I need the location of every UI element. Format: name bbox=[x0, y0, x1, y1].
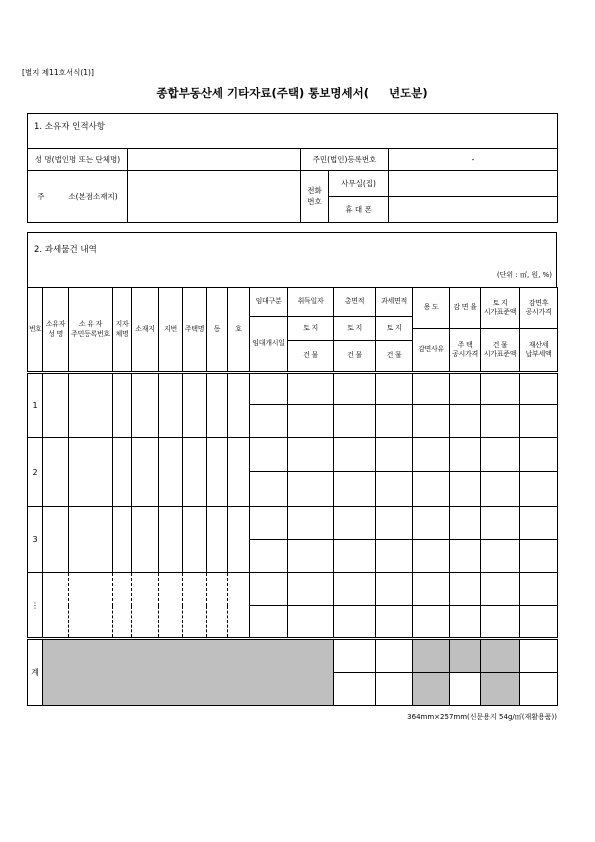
ho-cell bbox=[228, 573, 250, 639]
taxable-area-building-cell bbox=[376, 405, 413, 438]
use-cell bbox=[413, 507, 450, 540]
col-header-no: 번호 bbox=[28, 288, 43, 373]
ho-cell bbox=[228, 373, 250, 438]
house-official-price-cell bbox=[450, 472, 481, 507]
col-header-house-official-price: 주 택 공시가격 bbox=[450, 329, 481, 373]
exemption-reason-cell bbox=[413, 606, 450, 639]
entry-number: ⋮ bbox=[28, 573, 43, 639]
col-header-acquisition-building: 건 물 bbox=[288, 341, 334, 373]
col-header-taxable-area-building: 건 물 bbox=[376, 341, 413, 373]
house-name-cell bbox=[183, 373, 207, 438]
entry-number: 2 bbox=[28, 438, 43, 507]
property-entry bbox=[28, 373, 558, 438]
use-cell bbox=[413, 573, 450, 606]
acquisition-date-land-cell bbox=[288, 573, 334, 606]
rent-type-cell bbox=[250, 507, 288, 540]
exemption-reason-cell bbox=[413, 540, 450, 573]
col-header-exemption-reason: 감면사유 bbox=[413, 329, 450, 373]
mobile-value bbox=[389, 197, 558, 223]
property-section-heading: 2. 과세물건 내역 bbox=[34, 245, 97, 255]
taxable-area-land-total-cell bbox=[376, 639, 413, 673]
ho-cell bbox=[228, 438, 250, 507]
total-area-land-cell bbox=[334, 438, 376, 472]
taxable-area-building-cell bbox=[376, 606, 413, 639]
reg-no-value: - bbox=[389, 149, 558, 171]
taxable-area-land-cell bbox=[376, 507, 413, 540]
exemption-rate-cell bbox=[450, 438, 481, 472]
owner-name-cell bbox=[43, 373, 69, 438]
exemption-rate-cell bbox=[450, 373, 481, 405]
col-header-lot-no: 지번 bbox=[159, 288, 183, 373]
price-after-exemption-cell bbox=[520, 373, 558, 405]
entry-upper-row bbox=[28, 373, 558, 405]
property-section-header bbox=[27, 232, 557, 288]
property-section bbox=[27, 232, 557, 705]
property-tax-paid-cell bbox=[520, 472, 558, 507]
building-standard-value-cell bbox=[481, 606, 520, 639]
local-gov-cell bbox=[113, 373, 132, 438]
col-header-location: 소재지 bbox=[132, 288, 159, 373]
office-phone-value bbox=[389, 171, 558, 197]
acquisition-date-land-cell bbox=[288, 438, 334, 472]
col-header-use: 용 도 bbox=[413, 288, 450, 329]
rent-start-date-cell bbox=[250, 405, 288, 438]
dong-cell bbox=[207, 438, 228, 507]
price-after-exemption-cell bbox=[520, 573, 558, 606]
total-area-building-total-cell bbox=[334, 673, 376, 706]
ho-cell bbox=[228, 507, 250, 573]
col-header-exemption-rate: 감 면 율 bbox=[450, 288, 481, 329]
rent-start-date-cell bbox=[250, 540, 288, 573]
exemption-rate-cell bbox=[450, 573, 481, 606]
location-cell bbox=[132, 507, 159, 573]
property-table bbox=[27, 287, 558, 706]
land-standard-value-cell bbox=[481, 507, 520, 540]
col-header-owner-name: 소유자 성 명 bbox=[43, 288, 69, 373]
owner-section-heading: 1. 소유자 인적사항 bbox=[28, 114, 558, 149]
price-after-exemption-cell bbox=[520, 507, 558, 540]
taxable-area-land-cell bbox=[376, 373, 413, 405]
rent-type-cell bbox=[250, 373, 288, 405]
paper-spec-note: 364mm×257mm(신문용지 54g/㎡(재활용품)) bbox=[407, 713, 557, 721]
col-header-ho: 호 bbox=[228, 288, 250, 373]
building-standard-value-cell bbox=[481, 472, 520, 507]
exemption-reason-total-cell bbox=[413, 673, 450, 706]
owner-name-cell bbox=[43, 507, 69, 573]
owner-name-cell bbox=[43, 438, 69, 507]
building-standard-value-cell bbox=[481, 405, 520, 438]
total-area-land-cell bbox=[334, 373, 376, 405]
lot-no-cell bbox=[159, 507, 183, 573]
owner-reg-no-cell bbox=[69, 438, 113, 507]
col-header-total-area-building: 건 물 bbox=[334, 341, 376, 373]
location-cell bbox=[132, 373, 159, 438]
rent-start-date-cell bbox=[250, 606, 288, 639]
land-standard-value-cell bbox=[481, 373, 520, 405]
col-header-total-area-land: 토 지 bbox=[334, 317, 376, 341]
local-gov-cell bbox=[113, 573, 132, 639]
col-header-rent-type: 임대구분 bbox=[250, 288, 288, 317]
acquisition-date-building-cell bbox=[288, 405, 334, 438]
address-label: 주 소(본점소재지) bbox=[28, 171, 128, 223]
exemption-rate-cell bbox=[450, 507, 481, 540]
land-standard-value-cell bbox=[481, 438, 520, 472]
total-shaded-block bbox=[43, 639, 334, 706]
house-name-cell bbox=[183, 507, 207, 573]
reg-no-label: 주민(법인)등록번호 bbox=[301, 149, 389, 171]
exemption-reason-cell bbox=[413, 405, 450, 438]
rent-type-cell bbox=[250, 573, 288, 606]
entry-number: 3 bbox=[28, 507, 43, 573]
property-tax-paid-cell bbox=[520, 606, 558, 639]
owner-section bbox=[27, 113, 557, 222]
col-header-local-gov: 지자 체명 bbox=[113, 288, 132, 373]
col-header-dong: 동 bbox=[207, 288, 228, 373]
col-header-house-name: 주택명 bbox=[183, 288, 207, 373]
taxable-area-land-cell bbox=[376, 438, 413, 472]
lot-no-cell bbox=[159, 573, 183, 639]
owner-name-value bbox=[128, 149, 301, 171]
form-title: 종합부동산세 기타자료(주택) 통보명세서( 년도분) bbox=[156, 86, 428, 100]
col-header-property-tax-paid: 재산세 납부세액 bbox=[520, 329, 558, 373]
lot-no-cell bbox=[159, 373, 183, 438]
rent-start-date-cell bbox=[250, 472, 288, 507]
property-table-header bbox=[28, 288, 558, 373]
col-header-taxable-area-land: 토 지 bbox=[376, 317, 413, 341]
total-area-land-cell bbox=[334, 507, 376, 540]
acquisition-date-building-cell bbox=[288, 606, 334, 639]
dong-cell bbox=[207, 507, 228, 573]
address-value bbox=[128, 171, 301, 223]
col-header-land-standard-value: 토 지 시가표준액 bbox=[481, 288, 520, 329]
land-standard-value-cell bbox=[481, 573, 520, 606]
dong-cell bbox=[207, 373, 228, 438]
owner-reg-no-cell bbox=[69, 507, 113, 573]
total-label: 계 bbox=[28, 639, 43, 706]
house-name-cell bbox=[183, 573, 207, 639]
owner-reg-no-cell bbox=[69, 373, 113, 438]
property-tax-paid-cell bbox=[520, 540, 558, 573]
col-header-owner-reg-no: 소 유 자 주민등록번호 bbox=[69, 288, 113, 373]
total-area-building-cell bbox=[334, 606, 376, 639]
office-phone-label: 사무실(집) bbox=[329, 171, 389, 197]
unit-note: (단위 : ㎡, 원, %) bbox=[496, 271, 552, 279]
price-after-exemption-total-cell bbox=[520, 639, 558, 673]
acquisition-date-building-cell bbox=[288, 540, 334, 573]
taxable-area-building-cell bbox=[376, 540, 413, 573]
property-entry bbox=[28, 573, 558, 639]
acquisition-date-building-cell bbox=[288, 472, 334, 507]
building-standard-value-total-cell bbox=[481, 673, 520, 706]
col-header-rent-start-date: 임대개시일 bbox=[250, 317, 288, 373]
location-cell bbox=[132, 573, 159, 639]
price-after-exemption-cell bbox=[520, 438, 558, 472]
owner-address-row bbox=[28, 171, 558, 197]
property-tax-paid-total-cell bbox=[520, 673, 558, 706]
exemption-rate-total-cell bbox=[450, 639, 481, 673]
form-code: [별지 제11호서식(1)] bbox=[22, 68, 94, 77]
entry-upper-row bbox=[28, 573, 558, 606]
total-area-land-total-cell bbox=[334, 639, 376, 673]
land-standard-value-total-cell bbox=[481, 639, 520, 673]
taxable-area-building-cell bbox=[376, 472, 413, 507]
building-standard-value-cell bbox=[481, 540, 520, 573]
acquisition-date-land-cell bbox=[288, 373, 334, 405]
owner-name-label: 성 명(법인명 또는 단체명) bbox=[28, 149, 128, 171]
acquisition-date-land-cell bbox=[288, 507, 334, 540]
col-header-total-area: 총면적 bbox=[334, 288, 376, 317]
property-tax-paid-cell bbox=[520, 405, 558, 438]
entry-number: 1 bbox=[28, 373, 43, 438]
entry-upper-row bbox=[28, 507, 558, 540]
header-row bbox=[28, 288, 558, 317]
owner-name-row bbox=[28, 149, 558, 171]
taxable-area-building-total-cell bbox=[376, 673, 413, 706]
location-cell bbox=[132, 438, 159, 507]
owner-heading-row bbox=[28, 114, 558, 149]
total-area-building-cell bbox=[334, 405, 376, 438]
house-official-price-cell bbox=[450, 405, 481, 438]
owner-info-table bbox=[27, 113, 558, 223]
use-cell bbox=[413, 373, 450, 405]
total-area-land-cell bbox=[334, 573, 376, 606]
col-header-building-standard-value: 건 물 시가표준액 bbox=[481, 329, 520, 373]
use-cell bbox=[413, 438, 450, 472]
total-area-building-cell bbox=[334, 540, 376, 573]
property-entry bbox=[28, 507, 558, 573]
local-gov-cell bbox=[113, 507, 132, 573]
local-gov-cell bbox=[113, 438, 132, 507]
dong-cell bbox=[207, 573, 228, 639]
property-total bbox=[28, 639, 558, 706]
owner-reg-no-cell bbox=[69, 573, 113, 639]
col-header-acquisition-land: 토 지 bbox=[288, 317, 334, 341]
taxable-area-land-cell bbox=[376, 573, 413, 606]
use-total-cell bbox=[413, 639, 450, 673]
col-header-price-after-exemption: 감면후 공시가격 bbox=[520, 288, 558, 329]
house-official-price-cell bbox=[450, 540, 481, 573]
col-header-taxable-area: 과세면적 bbox=[376, 288, 413, 317]
total-upper-row bbox=[28, 639, 558, 673]
mobile-label: 휴 대 폰 bbox=[329, 197, 389, 223]
house-name-cell bbox=[183, 438, 207, 507]
lot-no-cell bbox=[159, 438, 183, 507]
entry-upper-row bbox=[28, 438, 558, 472]
total-area-building-cell bbox=[334, 472, 376, 507]
property-entry bbox=[28, 438, 558, 507]
col-header-acquisition-date: 취득일자 bbox=[288, 288, 334, 317]
phone-label: 전화 번호 bbox=[301, 171, 329, 223]
house-official-price-cell bbox=[450, 606, 481, 639]
house-official-price-total-cell bbox=[450, 673, 481, 706]
exemption-reason-cell bbox=[413, 472, 450, 507]
owner-name-cell bbox=[43, 573, 69, 639]
rent-type-cell bbox=[250, 438, 288, 472]
